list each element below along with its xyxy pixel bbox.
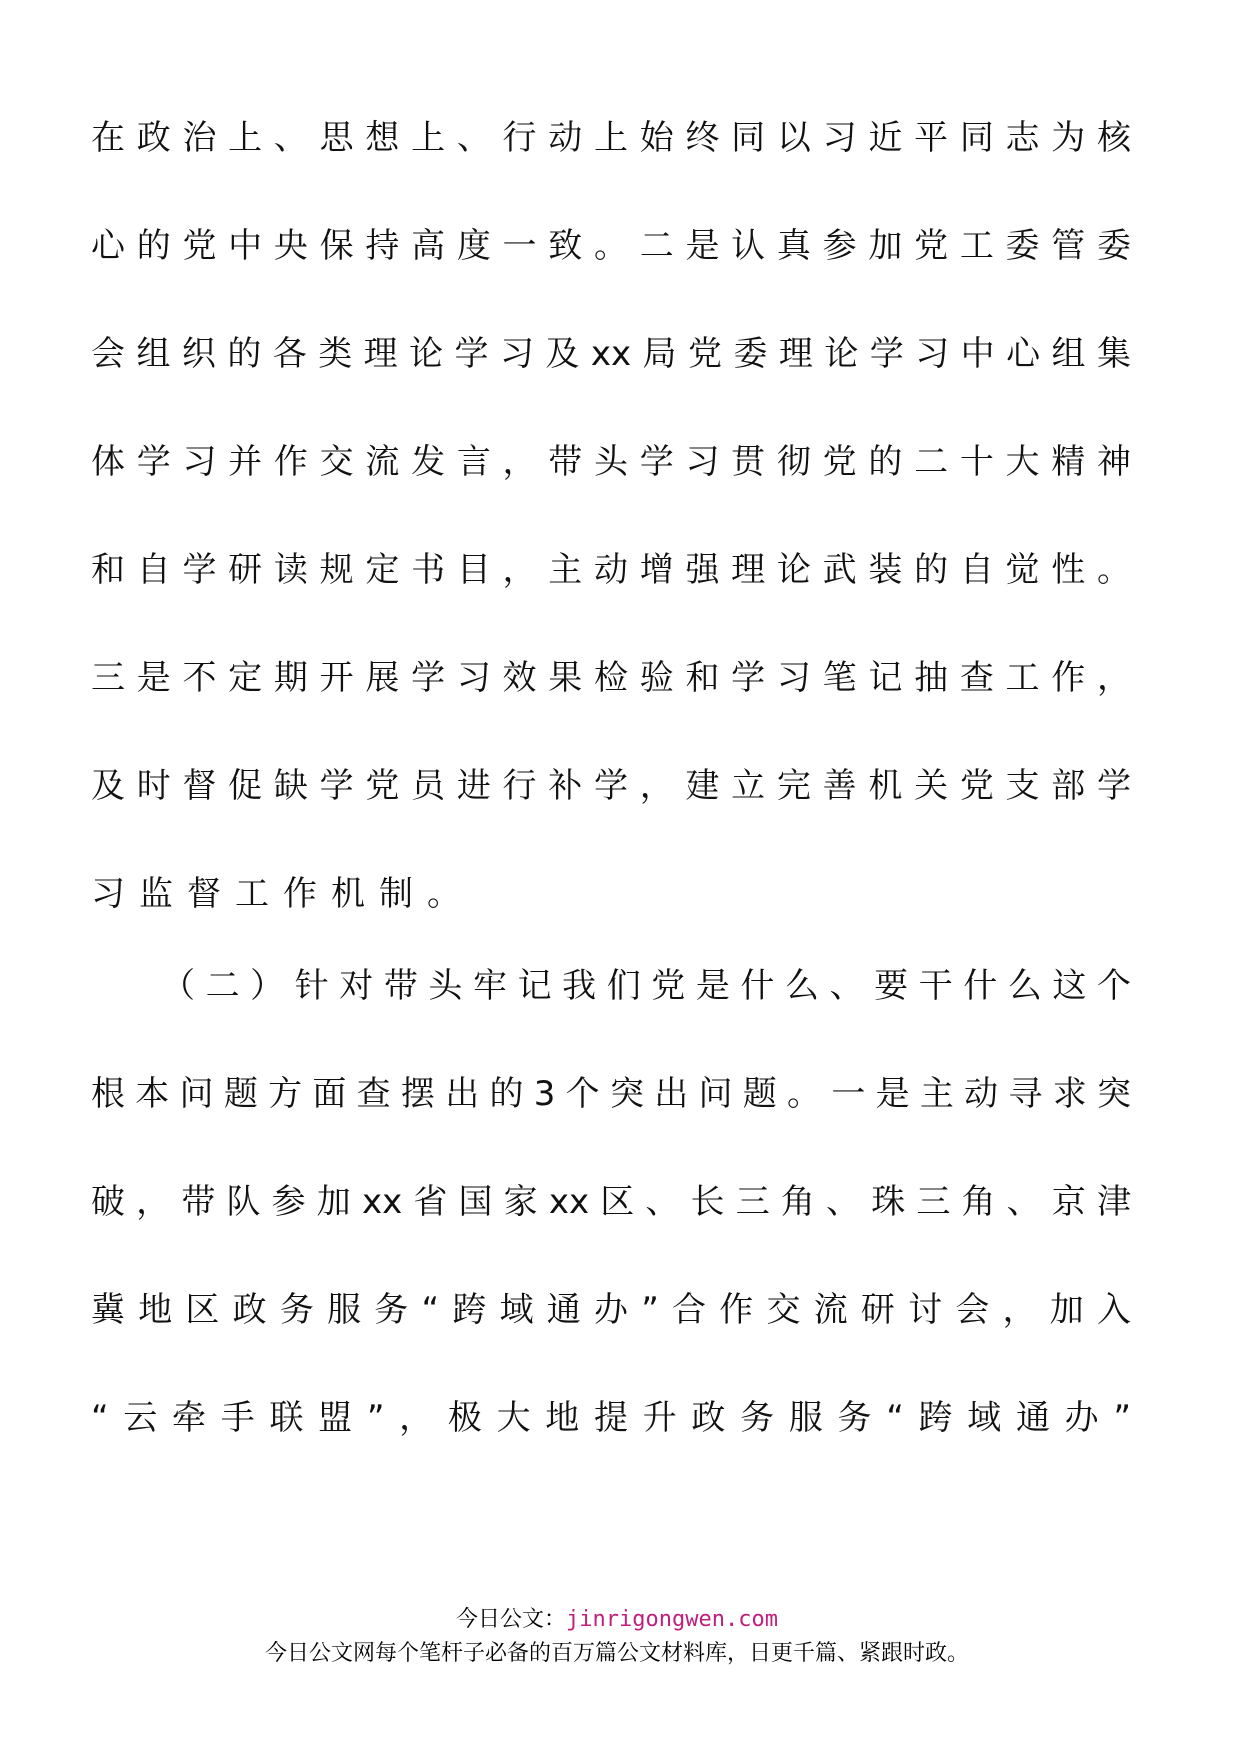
body-line-2: 心的党中央保持高度一致。二是认真参加党工委管委 [91,226,1131,266]
body-line-10: 根本问题方面查摆出的3个突出问题。一是主动寻求突 [91,1074,1131,1114]
body-line-3: 会组织的各类理论学习及xx局党委理论学习中心组集 [91,334,1131,374]
body-line-13: “云牵手联盟”，极大地提升政务服务“跨域通办” [91,1398,1131,1438]
body-line-8: 习监督工作机制。 [91,874,475,914]
body-line-7: 及时督促缺学党员进行补学，建立完善机关党支部学 [91,766,1131,806]
footer-site [0,1606,1234,1634]
body-line-5: 和自学研读规定书目，主动增强理论武装的自觉性。 [91,550,1131,590]
body-line-11: 破，带队参加xx省国家xx区、长三角、珠三角、京津 [91,1182,1131,1222]
body-line-4: 体学习并作交流发言，带头学习贯彻党的二十大精神 [91,442,1131,482]
body-line-6: 三是不定期开展学习效果检验和学习笔记抽查工作， [91,658,1131,698]
section-heading-line: （二）针对带头牢记我们党是什么、要干什么这个 [161,966,1131,1006]
footer-slogan: 今日公文网每个笔杆子必备的百万篇公文材料库，日更千篇、紧跟时政。 [264,1641,969,1666]
body-line-12: 冀地区政务服务“跨域通办”合作交流研讨会，加入 [91,1290,1131,1330]
footer-url-link[interactable]: jinrigongwen.com [566,1607,778,1632]
body-line-1: 在政治上、思想上、行动上始终同以习近平同志为核 [91,118,1131,158]
footer-label: 今日公文： [456,1607,567,1632]
